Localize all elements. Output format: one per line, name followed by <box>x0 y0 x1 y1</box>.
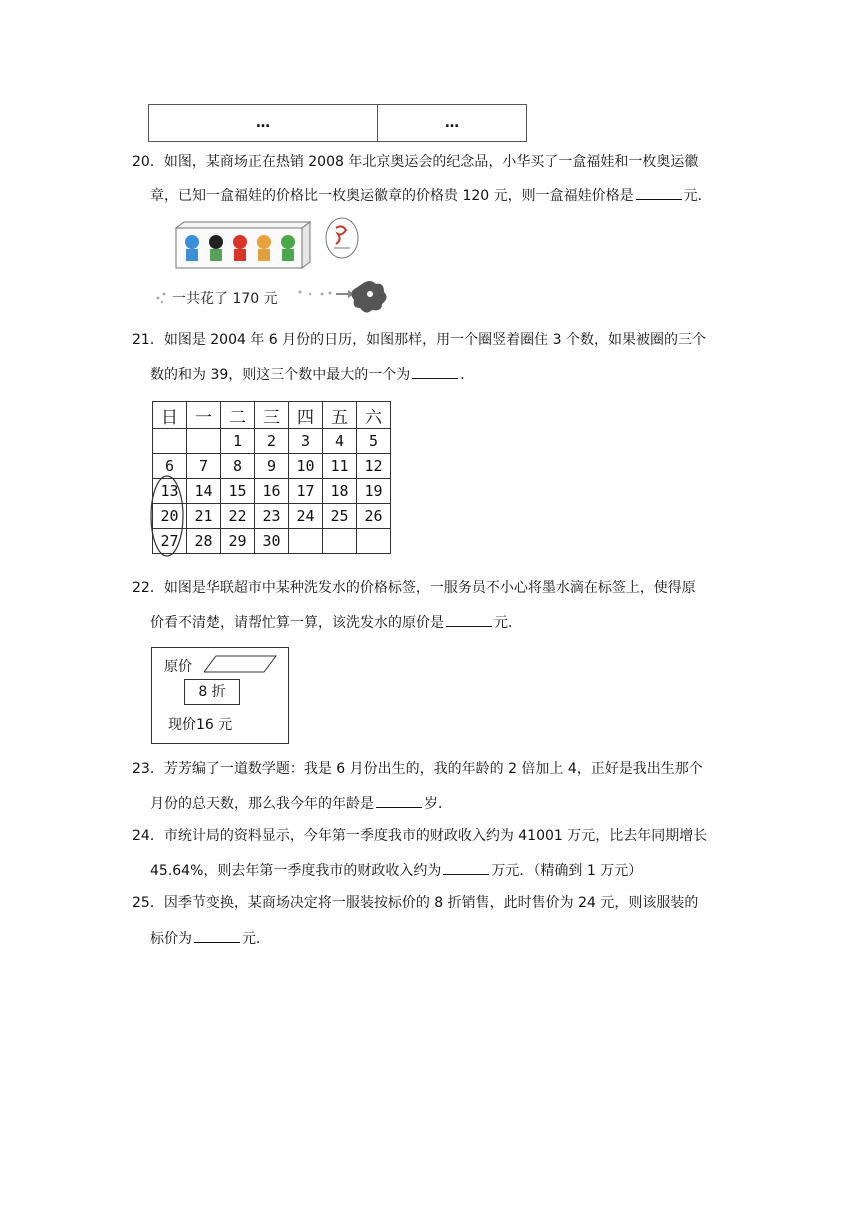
calendar-cell: 29 <box>221 529 255 554</box>
calendar-cell: 1 <box>221 429 255 454</box>
answer-blank <box>443 860 489 875</box>
q21-text: 数的和为 39，则这三个数中最大的一个为 <box>150 367 411 383</box>
q21-punct: ． <box>460 367 475 383</box>
calendar-cell: 24 <box>289 504 323 529</box>
q25-line2 <box>150 928 270 949</box>
calendar-cell: 9 <box>255 454 289 479</box>
q22-text: 价看不清楚，请帮忙算一算，该洗发水的原价是 <box>150 615 444 631</box>
calendar-cell: 4 <box>323 429 357 454</box>
q20-line1: 20．如图，某商场正在热销 2008 年北京奥运会的纪念品，小华买了一盒福娃和一枚奥运徽 <box>132 154 699 170</box>
answer-blank <box>446 612 492 627</box>
calendar-header: 四 <box>289 402 323 429</box>
calendar-row <box>153 454 391 479</box>
calendar-cell: 7 <box>187 454 221 479</box>
q22-line1: 22．如图是华联超市中某种洗发水的价格标签，一服务员不小心将墨水滴在标签上，使得原 <box>132 580 696 596</box>
q21-line1: 21．如图是 2004 年 6 月份的日历，如图那样，用一个圈竖着圈住 3 个数，如果被圈的三个 <box>132 332 706 348</box>
calendar-header: 五 <box>323 402 357 429</box>
answer-blank <box>412 364 458 379</box>
calendar-cell: 26 <box>357 504 391 529</box>
calendar-row <box>153 429 391 454</box>
calendar-cell <box>153 429 187 454</box>
calendar-cell: 27 <box>153 529 187 554</box>
calendar-header: 一 <box>187 402 221 429</box>
calendar-cell: 5 <box>357 429 391 454</box>
calendar-cell: 22 <box>221 504 255 529</box>
calendar-header-row <box>153 402 391 429</box>
calendar-cell: 30 <box>255 529 289 554</box>
calendar-cell: 13 <box>153 479 187 504</box>
calendar-cell: 19 <box>357 479 391 504</box>
calendar-cell: 10 <box>289 454 323 479</box>
total-spent-text: 一共花了 170 元 <box>172 291 278 307</box>
q21-line2 <box>150 364 474 385</box>
calendar-header: 三 <box>255 402 289 429</box>
table-cell: … <box>378 105 527 142</box>
q23-line2 <box>150 793 452 814</box>
calendar-header: 二 <box>221 402 255 429</box>
calendar-header: 六 <box>357 402 391 429</box>
ink-parallelogram-icon <box>204 654 278 674</box>
q24-line2 <box>150 860 642 881</box>
q23-text: 月份的总天数，那么我今年的年龄是 <box>150 796 374 812</box>
q24-text: 45.64%，则去年第一季度我市的财政收入约为 <box>150 863 442 879</box>
q25-text: 标价为 <box>150 931 192 947</box>
calendar-row <box>153 529 391 554</box>
calendar-cell: 21 <box>187 504 221 529</box>
original-price-label: 原价 <box>164 659 192 675</box>
calendar-cell: 25 <box>323 504 357 529</box>
calendar-cell: 18 <box>323 479 357 504</box>
calendar-cell <box>357 529 391 554</box>
calendar-cell: 8 <box>221 454 255 479</box>
olympic-badge-icon <box>326 218 358 258</box>
calendar-cell: 20 <box>153 504 187 529</box>
q22-unit: 元． <box>494 615 522 631</box>
price-tag <box>151 647 289 744</box>
q23-unit: 岁． <box>424 796 452 812</box>
calendar-cell <box>187 429 221 454</box>
discount-box: 8 折 <box>184 679 240 705</box>
calendar-cell: 15 <box>221 479 255 504</box>
current-price-label: 现价16 元 <box>168 717 233 733</box>
calendar-cell: 17 <box>289 479 323 504</box>
table-cell: … <box>149 105 378 142</box>
answer-blank <box>194 928 240 943</box>
calendar-cell: 6 <box>153 454 187 479</box>
calendar-cell: 23 <box>255 504 289 529</box>
q20-unit: 元． <box>683 188 712 204</box>
ink-splash-icon <box>351 281 386 313</box>
calendar-cell: 2 <box>255 429 289 454</box>
q20-text: 章，已知一盒福娃的价格比一枚奥运徽章的价格贵 120 元，则一盒福娃价格是 <box>150 188 634 204</box>
q24-unit: 万元．（精确到 1 万元） <box>491 863 643 879</box>
calendar-row <box>153 504 391 529</box>
calendar-header: 日 <box>153 402 187 429</box>
calendar-cell <box>289 529 323 554</box>
q25-line1: 25．因季节变换，某商场决定将一服装按标价的 8 折销售，此时售价为 24 元，则该服装的 <box>132 895 699 911</box>
q22-line2 <box>150 612 522 633</box>
fuwa-box-icon <box>176 222 310 268</box>
calendar-cell: 16 <box>255 479 289 504</box>
calendar-cell: 3 <box>289 429 323 454</box>
answer-blank <box>376 793 422 808</box>
answer-blank <box>636 185 682 200</box>
q23-line1: 23．芳芳编了一道数学题：我是 6 月份出生的，我的年龄的 2 倍加上 4，正好是我出生那个 <box>132 761 703 777</box>
calendar-row <box>153 479 391 504</box>
q20-line2 <box>150 185 712 206</box>
selection-ellipse-icon <box>148 474 188 560</box>
q25-unit: 元． <box>242 931 270 947</box>
q24-line1: 24．市统计局的资料显示，今年第一季度我市的财政收入约为 41001 万元，比去年同期增长 <box>132 828 708 844</box>
calendar-cell: 28 <box>187 529 221 554</box>
calendar-cell: 12 <box>357 454 391 479</box>
calendar-cell: 14 <box>187 479 221 504</box>
calendar-cell: 11 <box>323 454 357 479</box>
arrow-icon <box>336 290 354 298</box>
calendar-cell <box>323 529 357 554</box>
top-table <box>148 104 527 142</box>
